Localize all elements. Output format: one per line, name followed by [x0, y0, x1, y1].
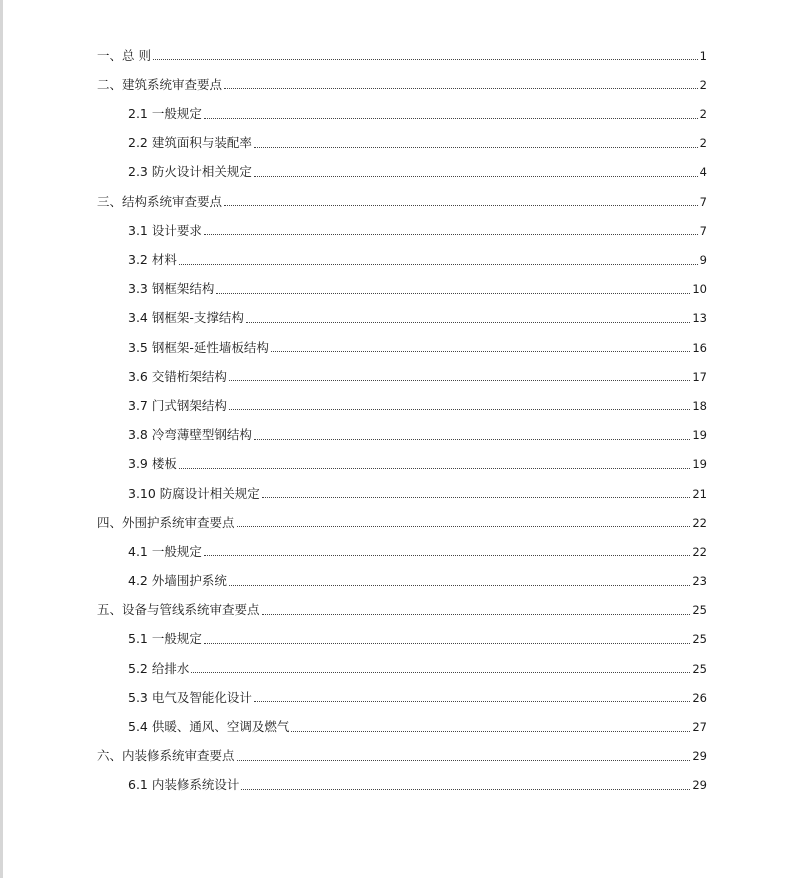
toc-entry[interactable]: [97, 91, 707, 120]
dot-leader: [224, 88, 698, 89]
dot-leader: [237, 760, 691, 761]
toc-entry-title: 3.10 防腐设计相关规定: [128, 485, 260, 501]
dot-leader: [216, 293, 690, 294]
toc-entry[interactable]: [97, 267, 707, 296]
toc-entry-page-number: 25: [692, 603, 707, 618]
dot-leader: [204, 555, 691, 556]
toc-entry-title: 三、结构系统审查要点: [97, 193, 223, 209]
toc-entry[interactable]: [97, 704, 707, 733]
toc-entry[interactable]: [97, 237, 707, 266]
toc-entry-page-number: 25: [692, 632, 707, 647]
toc-entry[interactable]: [97, 62, 707, 91]
toc-entry-title: 5.4 供暖、通风、空调及燃气: [128, 719, 290, 734]
toc-entry-title: 2.3 防火设计相关规定: [128, 164, 252, 180]
dot-leader: [262, 497, 691, 498]
toc-entry-title: 5.2 给排水: [128, 660, 190, 676]
toc-entry-title: 2.2 建筑面积与装配率: [128, 135, 252, 151]
toc-entry-page-number: 21: [692, 486, 707, 501]
toc-entry-title: 2.1 一般规定: [128, 106, 202, 122]
toc-entry-title: 3.3 钢框架结构: [128, 281, 215, 297]
toc-entry-page-number: 7: [699, 194, 707, 209]
toc-entry-title: 4.2 外墙围护系统: [128, 573, 227, 589]
dot-leader: [204, 643, 691, 644]
toc-entry-page-number: 2: [699, 107, 707, 122]
toc-entry-page-number: 17: [692, 369, 707, 384]
dot-leader: [246, 322, 690, 323]
toc-entry-page-number: 2: [699, 136, 707, 151]
toc-entry-title: 3.6 交错桁架结构: [128, 368, 227, 384]
toc-entry-title: 3.4 钢框架-支撑结构: [128, 310, 244, 326]
toc-entry-page-number: 1: [699, 48, 707, 63]
toc-entry[interactable]: [97, 734, 707, 763]
dot-leader: [224, 205, 698, 206]
dot-leader: [229, 585, 691, 586]
toc-entry-page-number: 18: [692, 398, 707, 413]
dot-leader: [241, 789, 690, 790]
toc-entry-title: 3.9 楼板: [128, 456, 177, 472]
toc-entry-title: 二、建筑系统审查要点: [97, 76, 223, 92]
toc-entry-title: 5.1 一般规定: [128, 631, 202, 647]
toc-entry-title: 3.7 门式钢架结构: [128, 397, 227, 413]
toc-entry-title: 四、外围护系统审查要点: [97, 514, 235, 530]
dot-leader: [153, 59, 698, 60]
toc-entry[interactable]: [97, 325, 707, 354]
table-of-contents: [97, 33, 707, 792]
toc-entry[interactable]: [97, 471, 707, 500]
toc-entry-page-number: 2: [699, 77, 707, 92]
dot-leader: [204, 234, 698, 235]
toc-entry[interactable]: [97, 354, 707, 383]
toc-entry[interactable]: [97, 296, 707, 325]
toc-entry-title: 五、设备与管线系统审查要点: [97, 602, 260, 618]
toc-entry[interactable]: [97, 558, 707, 587]
toc-entry-page-number: 10: [692, 282, 707, 297]
toc-entry[interactable]: [97, 763, 707, 792]
toc-entry[interactable]: [97, 383, 707, 412]
toc-entry-page-number: 9: [699, 253, 707, 267]
toc-entry-title: 3.8 冷弯薄壁型钢结构: [128, 427, 252, 443]
toc-entry[interactable]: [97, 208, 707, 237]
toc-entry[interactable]: [97, 179, 707, 208]
dot-leader: [254, 147, 698, 148]
dot-leader: [179, 264, 698, 265]
toc-entry-page-number: 26: [692, 690, 707, 705]
toc-entry-page-number: 22: [692, 544, 707, 559]
toc-entry-title: 6.1 内装修系统设计: [128, 777, 240, 793]
dot-leader: [254, 701, 691, 702]
toc-entry[interactable]: [97, 412, 707, 441]
toc-entry-title: 4.1 一般规定: [128, 543, 202, 559]
toc-entry[interactable]: [97, 617, 707, 646]
toc-entry[interactable]: [97, 150, 707, 179]
toc-entry-page-number: 25: [692, 661, 707, 676]
toc-entry-title: 5.3 电气及智能化设计: [128, 689, 252, 705]
toc-entry-page-number: 16: [692, 340, 707, 355]
toc-entry[interactable]: [97, 646, 707, 675]
toc-entry-page-number: 29: [692, 778, 707, 793]
toc-entry-title: 3.5 钢框架-延性墙板结构: [128, 339, 269, 355]
toc-entry-page-number: 7: [699, 223, 707, 238]
toc-entry-page-number: 19: [692, 457, 707, 472]
toc-entry[interactable]: [97, 588, 707, 617]
toc-entry-page-number: 23: [692, 574, 707, 589]
dot-leader: [179, 468, 691, 469]
dot-leader: [254, 176, 698, 177]
toc-entry-page-number: 27: [692, 720, 707, 734]
dot-leader: [271, 351, 690, 352]
toc-entry[interactable]: [97, 442, 707, 471]
toc-entry-title: 3.1 设计要求: [128, 222, 202, 238]
toc-entry[interactable]: [97, 33, 707, 62]
toc-entry-title: 一、总 则: [97, 47, 151, 63]
toc-entry[interactable]: [97, 121, 707, 150]
dot-leader: [254, 439, 691, 440]
dot-leader: [237, 526, 691, 527]
toc-entry-page-number: 13: [692, 311, 707, 326]
toc-entry[interactable]: [97, 675, 707, 704]
dot-leader: [229, 409, 691, 410]
toc-entry-title: 六、内装修系统审查要点: [97, 748, 235, 764]
document-page: [3, 0, 796, 878]
dot-leader: [204, 118, 698, 119]
dot-leader: [191, 672, 690, 673]
toc-entry-page-number: 29: [692, 749, 707, 764]
toc-entry-page-number: 4: [699, 165, 707, 180]
toc-entry[interactable]: [97, 500, 707, 529]
toc-entry[interactable]: [97, 529, 707, 558]
toc-entry-page-number: 19: [692, 428, 707, 443]
toc-entry-page-number: 22: [692, 515, 707, 530]
toc-entry-title: 3.2 材料: [128, 252, 177, 267]
dot-leader: [291, 731, 690, 732]
dot-leader: [229, 380, 691, 381]
dot-leader: [262, 614, 691, 615]
